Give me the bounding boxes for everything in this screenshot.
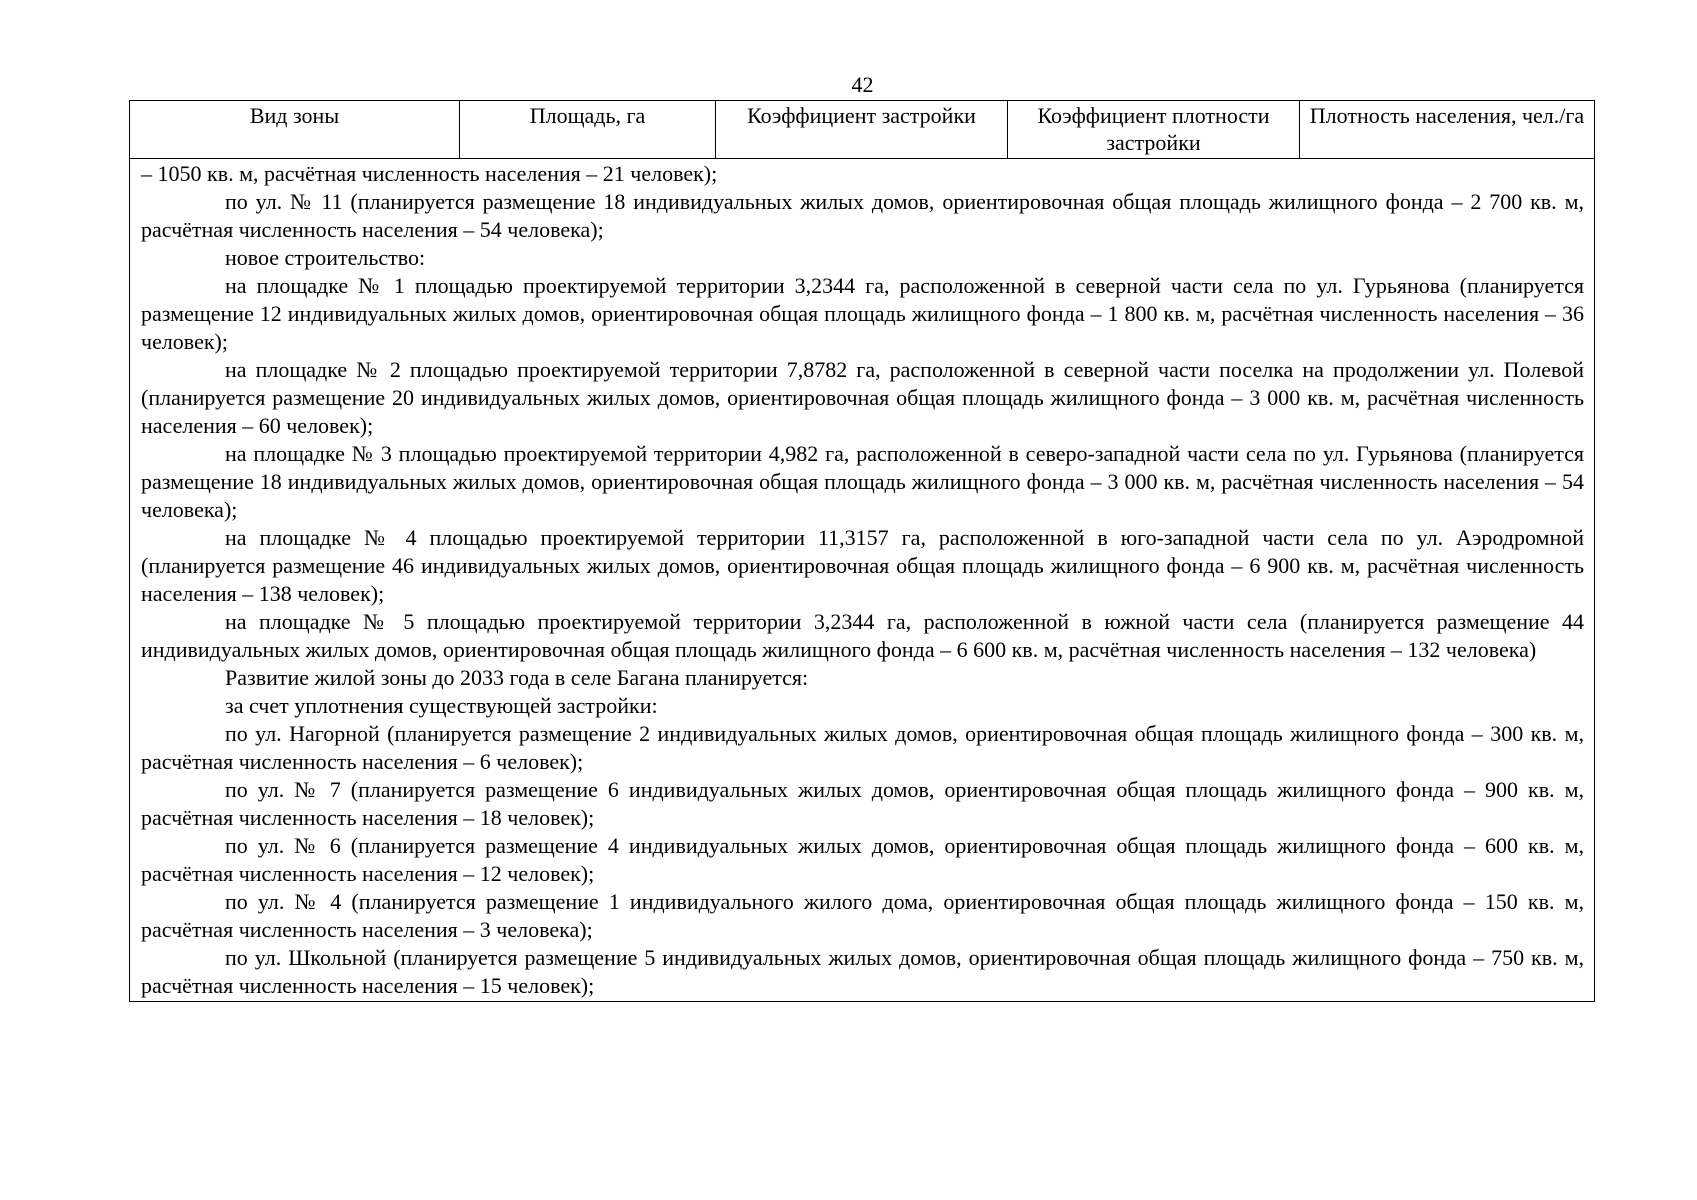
paragraph: за счет уплотнения существующей застройки:	[225, 693, 658, 718]
paragraph: по ул. № 4 (планируется размещение 1 индивидуального жилого дома, ориентировочная общая площадь жилищного фонда – 150 кв. м, расчётная численность населения – 3 человека);	[141, 889, 1584, 942]
header-building-coefficient: Коэффициент застройки	[716, 101, 1008, 158]
header-zone-type: Вид зоны	[130, 101, 460, 158]
paragraph: на площадке № 5 площадью проектируемой территории 3,2344 га, расположенной в южной части села (планируется размещение 44 индивидуальных жилых домов, ориентировочная общая площадь жилищного фонда – 6 600 кв. м, расчётная численность населения – 132 человека)	[141, 609, 1584, 662]
paragraph: на площадке № 2 площадью проектируемой территории 7,8782 га, расположенной в северной части поселка на продолжении ул. Полевой (планируется размещение 20 индивидуальных жилых домов, ориентировочная общая площадь жилищного фонда – 3 000 кв. м, расчётная численность населения – 60 человек);	[141, 357, 1584, 438]
paragraph: Развитие жилой зоны до 2033 года в селе Багана планируется:	[225, 665, 809, 690]
page-number: 42	[851, 72, 874, 97]
header-population-density: Плотность населения, чел./га	[1309, 103, 1585, 128]
paragraph: по ул. № 7 (планируется размещение 6 индивидуальных жилых домов, ориентировочная общая площадь жилищного фонда – 900 кв. м, расчётная численность населения – 18 человек);	[141, 777, 1584, 830]
header-density-coefficient: Коэффициент плотности застройки	[1008, 101, 1300, 158]
paragraph: на площадке № 4 площадью проектируемой территории 11,3157 га, расположенной в юго-западной части села по ул. Аэродромной (планируется размещение 46 индивидуальных жилых домов, ориентировочная общая площадь жилищного фонда – 6 900 кв. м, расчётная численность населения – 138 человек);	[141, 525, 1584, 606]
paragraph: по ул. Школьной (планируется размещение 5 индивидуальных жилых домов, ориентировочная общая площадь жилищного фонда – 750 кв. м, расчётная численность населения – 15 человек);	[141, 945, 1584, 998]
header-area: Площадь, га	[460, 101, 716, 158]
paragraph: по ул. Нагорной (планируется размещение 2 индивидуальных жилых домов, ориентировочная общая площадь жилищного фонда – 300 кв. м, расчётная численность населения – 6 человек);	[141, 721, 1584, 774]
zone-table	[129, 100, 1595, 1002]
table-header-row	[130, 101, 1594, 159]
paragraph: на площадке № 1 площадью проектируемой территории 3,2344 га, расположенной в северной части села по ул. Гурьянова (планируется размещение 12 индивидуальных жилых домов, ориентировочная общая площадь жилищного фонда – 1 800 кв. м, расчётная численность населения – 36 человек);	[141, 273, 1584, 354]
paragraph: новое строительство:	[225, 245, 426, 270]
paragraph: – 1050 кв. м, расчётная численность населения – 21 человек);	[141, 161, 718, 186]
table-body-text	[130, 159, 1594, 1001]
paragraph: по ул. № 6 (планируется размещение 4 индивидуальных жилых домов, ориентировочная общая площадь жилищного фонда – 600 кв. м, расчётная численность населения – 12 человек);	[141, 833, 1584, 886]
paragraph: по ул. № 11 (планируется размещение 18 индивидуальных жилых домов, ориентировочная общая площадь жилищного фонда – 2 700 кв. м, расчётная численность населения – 54 человека);	[141, 189, 1584, 242]
paragraph: на площадке № 3 площадью проектируемой территории 4,982 га, расположенной в северо-западной части села по ул. Гурьянова (планируется размещение 18 индивидуальных жилых домов, ориентировочная общая площадь жилищного фонда – 3 000 кв. м, расчётная численность населения – 54 человека);	[141, 441, 1584, 522]
